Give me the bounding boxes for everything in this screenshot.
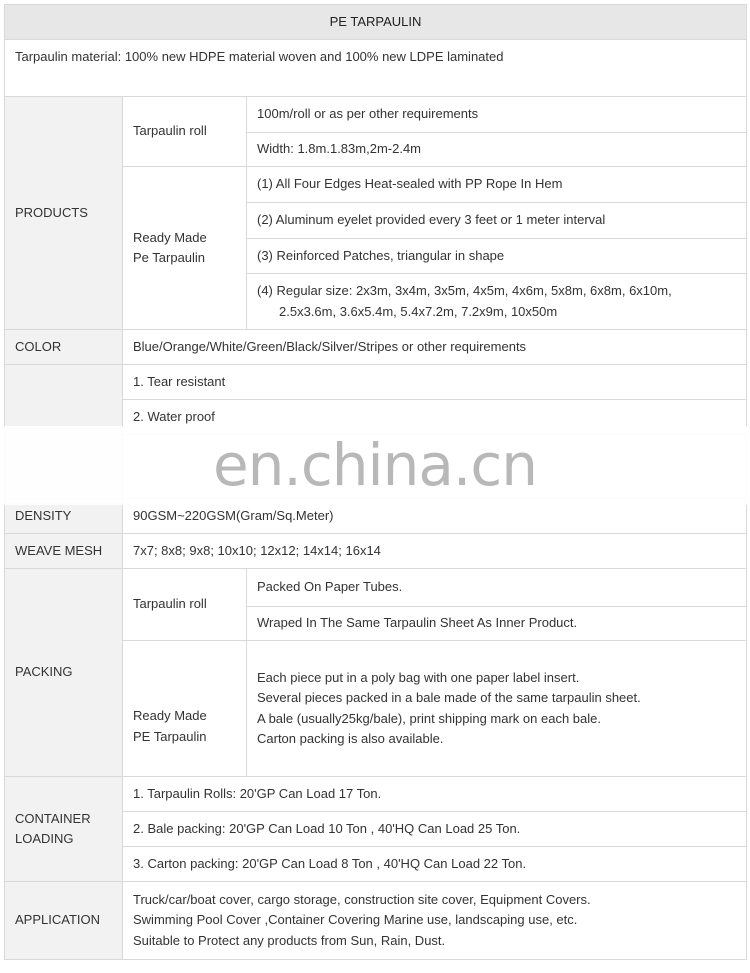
table-row [5,534,747,569]
packing-roll-label: Tarpaulin roll [123,569,247,641]
products-made-label [123,167,247,330]
application-line: Suitable to Protect any products from Sun, Rain, Dust. [133,932,446,948]
table-row [5,882,747,960]
application-text [123,882,747,960]
application-label: APPLICATION [5,882,123,960]
material-row [5,40,747,97]
container-label [5,777,123,882]
packing-roll-item: Packed On Paper Tubes. [247,569,747,607]
packing-made-line: Carton packing is also available. [257,731,444,746]
packing-made-label-line: Ready Made [133,708,207,723]
table-title: PE TARPAULIN [5,5,747,40]
regular-size-line: 2.5x3.6m, 3.6x5.4m, 5.4x7.2m, 7.2x9m, 10x50m [279,303,558,319]
feature-item: 2. Water proof [123,400,747,435]
application-line: Swimming Pool Cover ,Container Covering Marine use, landscaping use, etc. [133,912,578,928]
table-row [5,777,747,812]
table-row [5,97,747,133]
table-row [5,569,747,607]
color-value: Blue/Orange/White/Green/Black/Silver/Stripes or other requirements [123,330,747,365]
products-roll-label: Tarpaulin roll [123,97,247,167]
products-roll-item: Width: 1.8m.1.83m,2m-2.4m [247,133,747,167]
packing-made-line: Each piece put in a poly bag with one paper label insert. [257,669,580,685]
products-roll-item: 100m/roll or as per other requirements [247,97,747,133]
packing-label: PACKING [5,569,123,777]
density-value: 90GSM~220GSM(Gram/Sq.Meter) [123,499,747,534]
application-line: Truck/car/boat cover, cargo storage, construction site cover, Equipment Covers. [133,891,591,907]
container-item: 2. Bale packing: 20'GP Can Load 10 Ton , 40'HQ Can Load 25 Ton. [123,812,747,847]
products-regular-size [247,274,747,330]
density-label: DENSITY [5,499,123,534]
packing-made-line: Several pieces packed in a bale made of the same tarpaulin sheet. [257,690,641,705]
material-text: Tarpaulin material: 100% new HDPE material woven and 100% new LDPE laminated [5,40,747,97]
products-label: PRODUCTS [5,97,123,330]
products-made-item: (3) Reinforced Patches, triangular in shape [247,239,747,274]
weave-value: 7x7; 8x8; 9x8; 10x10; 12x12; 14x14; 16x14 [123,534,747,569]
packing-roll-item: Wraped In The Same Tarpaulin Sheet As Inner Product. [247,607,747,641]
packing-made-line: A bale (usually25kg/bale), print shipping mark on each bale. [257,710,601,726]
table-row [5,330,747,365]
products-made-label-line: Ready Made [133,229,207,245]
container-item: 1. Tarpaulin Rolls: 20'GP Can Load 17 Ton. [123,777,747,812]
container-label-line: LOADING [15,831,74,846]
packing-made-text [247,641,747,777]
packing-made-label-line: PE Tarpaulin [133,728,207,744]
packing-made-label [123,641,247,777]
color-label: COLOR [5,330,123,365]
container-item: 3. Carton packing: 20'GP Can Load 8 Ton , 40'HQ Can Load 22 Ton. [123,847,747,882]
watermark: en.china.cn [212,431,538,499]
feature-item: 1. Tear resistant [123,365,747,400]
products-made-item: (1) All Four Edges Heat-sealed with PP Rope In Hem [247,167,747,203]
container-label-line: CONTAINER [15,810,91,826]
products-made-item: (2) Aluminum eyelet provided every 3 feet or 1 meter interval [247,203,747,239]
weave-label: WEAVE MESH [5,534,123,569]
table-row [5,365,747,400]
regular-size-line: (4) Regular size: 2x3m, 3x4m, 3x5m, 4x5m, 4x6m, 5x8m, 6x8m, 6x10m, [257,283,672,298]
products-made-label-line: Pe Tarpaulin [133,250,206,265]
title-row [5,5,747,40]
